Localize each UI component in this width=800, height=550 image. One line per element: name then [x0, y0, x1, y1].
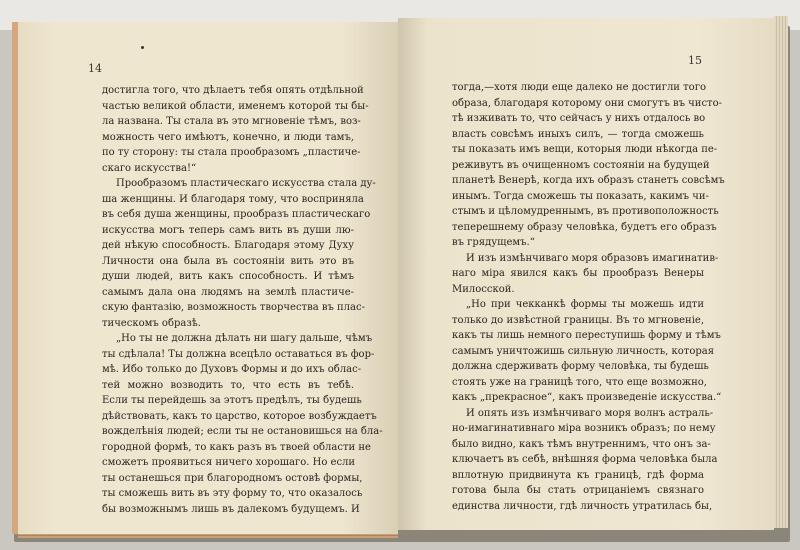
- text-line: по ту сторону: ты стала прообразомъ „пластиче-: [102, 147, 361, 158]
- text-line: достигла того, что дѣлаетъ тебя опять отдѣльной: [102, 85, 364, 96]
- text-line: самымъ уничтожишь сильную личность, которая: [452, 345, 715, 357]
- text-line: скую фантазію, возможность творчества въ плас-: [102, 302, 365, 313]
- text-line: вожделѣнія людей; если ты не остановишься на бла-: [102, 426, 383, 437]
- text-line: ключаетъ въ себѣ, внѣшняя форма человѣка была: [452, 454, 718, 465]
- text-line: въ грядущемъ.“: [452, 237, 535, 248]
- text-line: „Но ты не должна дѣлать ни шагу дальше, чѣмъ: [116, 333, 373, 344]
- text-line: ты показать имъ вещи, которыя люди нѣкогда пе-: [452, 144, 718, 155]
- text-line: Прообразомъ пластическаго искусства стала ду-: [116, 178, 376, 189]
- text-line: тическомъ образѣ.: [102, 317, 201, 329]
- text-line: должна сдерживать форму человѣка, ты будешь: [452, 361, 709, 372]
- text-line: тѣ изживать то, что сейчасъ у нихъ отдалось во: [452, 113, 706, 124]
- left-page-number: 14: [88, 62, 102, 75]
- ink-dot: [141, 46, 144, 49]
- text-line: ты сможешь вить въ эту форму то, что оказалось: [102, 488, 363, 499]
- text-line: бы возможнымъ лишь въ далекомъ будущемъ. И: [102, 503, 360, 515]
- text-line: единства личности, гдѣ личность утратилась бы,: [452, 500, 713, 512]
- text-line: инымъ. Тогда сможешь ты показать, какимъ чи-: [452, 190, 709, 202]
- text-line: стымъ и цѣломудреннымъ, въ противоположность: [452, 206, 719, 217]
- text-line: наго міра явился какъ бы прообразъ Венеры: [452, 268, 704, 279]
- text-line: реживутъ въ очищенномъ состояніи на будущей: [452, 159, 710, 171]
- text-line: въ себя душа женщины, прообразъ пластическаго: [102, 209, 371, 220]
- text-line: души людей, вить какъ способность. И тѣмъ: [102, 271, 354, 282]
- text-line: но-имагинативнаго міра возникъ образъ; по нему: [452, 423, 716, 434]
- text-line: самымъ дала она людямъ на землѣ пластиче-: [102, 286, 354, 298]
- text-line: какъ ты лишь немного переступишь форму и тѣмъ: [452, 330, 721, 341]
- text-line: ла названа. Ты стала въ это мгновеніе тѣмъ, воз-: [102, 116, 361, 127]
- text-line: теперешнему образу человѣка, будетъ его образъ: [452, 221, 717, 233]
- text-line: образа, благодаря которому они смогутъ въ чисто-: [452, 97, 722, 109]
- text-line: ша женщины. И благодаря тому, что восприняла: [102, 193, 364, 205]
- text-line: сможетъ проявиться ничего хорошаго. Но если: [102, 457, 356, 468]
- text-line: частью великой области, именемъ которой ты бы-: [102, 100, 369, 112]
- text-line: вплотную придвинута къ границѣ, гдѣ форма: [452, 469, 704, 481]
- text-line: только до извѣстной границы. Въ то мгновеніе,: [452, 314, 704, 326]
- text-line: „Но при чекканкѣ формы ты можешь идти: [466, 299, 704, 310]
- text-line: какъ „прекрасное“, какъ произведеніе искусства.“: [452, 392, 722, 403]
- text-line: дей нѣкую способность. Благодаря этому Духу: [102, 240, 354, 251]
- text-line: планетѣ Венерѣ, когда ихъ образъ станетъ совсѣмъ: [452, 175, 725, 186]
- text-line: Личности она была въ состояніи вить это въ: [102, 255, 354, 267]
- text-line: Если ты перейдешь за этотъ предѣлъ, ты будешь: [102, 395, 362, 406]
- text-line: дѣйствовать, какъ то царство, которое возбуждаетъ: [102, 410, 377, 422]
- text-line: готова была бы стать отрицаніемъ связнаго: [452, 485, 704, 496]
- text-line: было видно, какъ тѣмъ внутреннимъ, что онъ за-: [452, 438, 711, 450]
- page-edges-right: [774, 16, 788, 528]
- text-line: стоять уже на границѣ того, что еще возможно,: [452, 376, 707, 388]
- text-line: ты сдѣлала! Ты должна всецѣло оставаться въ фор-: [102, 348, 375, 360]
- text-line: И изъ измѣнчиваго моря образовъ имагинатив-: [466, 252, 719, 264]
- text-line: мѣ. Ибо только до Духовъ Формы и до ихъ облас-: [102, 364, 362, 375]
- text-line: Милосской.: [452, 283, 515, 295]
- text-line: ты останешься при благородномъ остовѣ формы,: [102, 472, 363, 484]
- text-line: можность чего имѣютъ, конечно, и люди тамъ,: [102, 131, 354, 143]
- right-page-number: 15: [688, 54, 702, 67]
- text-line: тогда,—хотя люди еще далеко не достигли того: [452, 82, 706, 93]
- text-line: городной формѣ, то какъ разъ въ твоей области не: [102, 441, 371, 453]
- left-page-text: [102, 83, 383, 517]
- text-line: власть совсѣмъ иныхъ силъ, — тогда сможешь: [452, 128, 704, 140]
- text-line: искусства могъ теперь самъ вить въ души лю-: [102, 224, 354, 236]
- text-line: тей можно возводить то, что есть въ тебѣ.: [102, 379, 354, 391]
- right-page-text: [452, 80, 725, 514]
- text-line: И опять изъ измѣнчиваго моря волнъ астраль-: [466, 407, 714, 419]
- text-line: скаго искусства!“: [102, 162, 197, 174]
